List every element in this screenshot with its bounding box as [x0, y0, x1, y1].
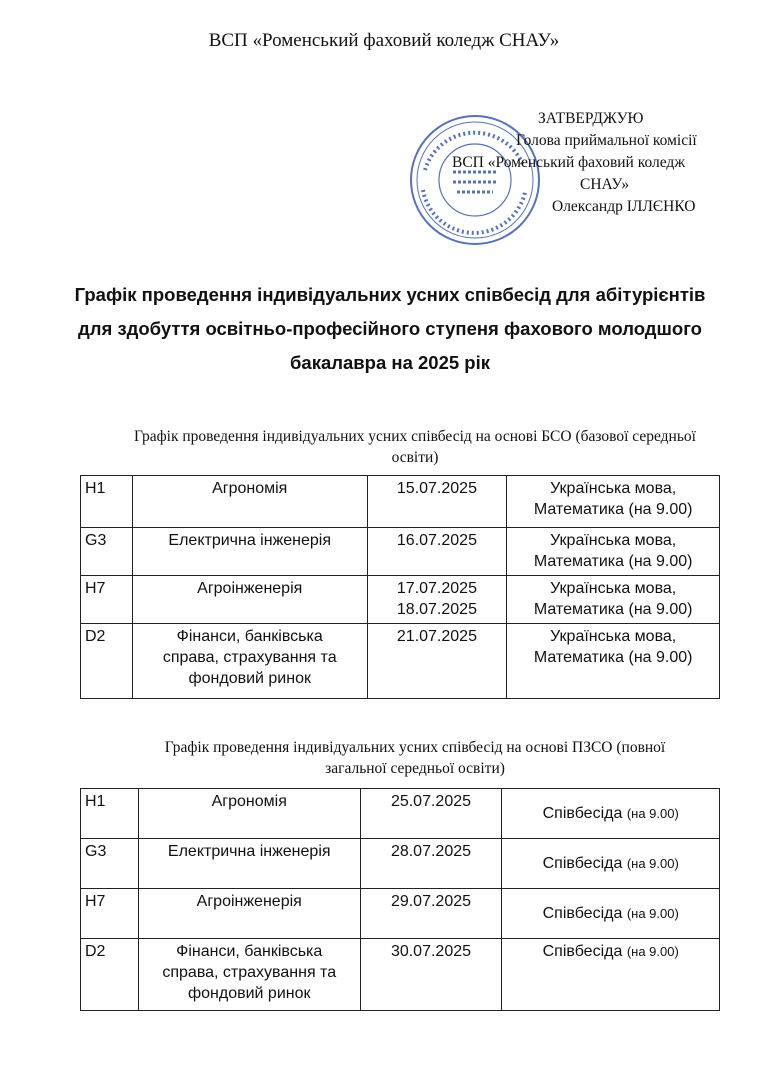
specialty-name: Агроінженерія — [132, 576, 367, 624]
subject-line-1: Українська мова, — [550, 532, 677, 549]
specialty-code: D2 — [81, 624, 133, 699]
interview-subjects — [507, 528, 720, 576]
section1-heading — [70, 426, 760, 468]
interview-date: 28.07.2025 — [360, 839, 502, 889]
section2-heading-line-1: Графік проведення індивідуальних усних співбесід на основі ПЗСО (повної — [164, 739, 666, 756]
specialty-line-3: фондовий ринок — [188, 670, 311, 687]
subject-line-2: Математика (на 9.00) — [533, 601, 693, 618]
interview-label: Співбесіда — [542, 943, 623, 960]
interview-type — [502, 839, 720, 889]
institution-header: ВСП «Роменський фаховий коледж СНАУ» — [208, 30, 560, 51]
interview-label: Співбесіда — [542, 855, 623, 872]
subject-line-2: Математика (на 9.00) — [533, 649, 693, 666]
specialty-code: D2 — [81, 939, 139, 1011]
title-line-1: Графік проведення індивідуальних усних співбесід для абітурієнтів — [74, 284, 706, 305]
specialty-code: G3 — [81, 528, 133, 576]
specialty-line-3: фондовий ринок — [187, 985, 311, 1002]
pzso-schedule-table — [80, 788, 720, 1011]
section1-heading-line-1: Графік проведення індивідуальних усних співбесід на основі БСО (базової середньої — [134, 428, 696, 445]
document-title — [60, 278, 720, 380]
interview-type — [502, 789, 720, 839]
subject-line-1: Українська мова, — [550, 628, 677, 645]
interview-subjects — [507, 476, 720, 528]
approval-line-3: ВСП «Роменський фаховий коледж — [452, 154, 686, 171]
interview-subjects — [507, 624, 720, 699]
specialty-line-1: Фінанси, банківська — [176, 943, 323, 960]
specialty-name — [138, 939, 360, 1011]
interview-type — [502, 889, 720, 939]
interview-date: 18.07.2025 — [396, 601, 477, 618]
section2-heading-line-2: загальної середньої освіти) — [325, 760, 505, 777]
interview-dates — [367, 576, 507, 624]
interview-date: 25.07.2025 — [360, 789, 502, 839]
approval-line-4: СНАУ» — [580, 176, 630, 193]
specialty-code: H1 — [81, 789, 139, 839]
interview-date: 21.07.2025 — [367, 624, 507, 699]
approval-block — [430, 108, 750, 218]
approval-line-1: ЗАТВЕРДЖУЮ — [538, 110, 644, 127]
interview-time: (на 9.00) — [626, 944, 679, 959]
specialty-code: H7 — [81, 576, 133, 624]
interview-date: 16.07.2025 — [367, 528, 507, 576]
interview-time: (на 9.00) — [626, 906, 679, 921]
specialty-code: H7 — [81, 889, 139, 939]
interview-date: 15.07.2025 — [367, 476, 507, 528]
specialty-line-2: справа, страхування та — [162, 649, 337, 666]
specialty-name: Агроінженерія — [138, 889, 360, 939]
table-row — [81, 624, 720, 699]
subject-line-2: Математика (на 9.00) — [533, 553, 693, 570]
interview-label: Співбесіда — [542, 805, 623, 822]
interview-label: Співбесіда — [542, 905, 623, 922]
table-row — [81, 939, 720, 1011]
interview-time: (на 9.00) — [626, 856, 679, 871]
bso-schedule-table — [80, 475, 720, 699]
title-line-3: бакалавра на 2025 рік — [289, 352, 490, 373]
table-row — [81, 576, 720, 624]
specialty-name: Електрична інженерія — [132, 528, 367, 576]
table-row — [81, 476, 720, 528]
section1-heading-line-2: освіти) — [391, 449, 439, 466]
table-row — [81, 528, 720, 576]
table-row — [81, 789, 720, 839]
subject-line-1: Українська мова, — [550, 480, 677, 497]
interview-subjects — [507, 576, 720, 624]
specialty-name: Агрономія — [138, 789, 360, 839]
table-row — [81, 889, 720, 939]
table-row — [81, 839, 720, 889]
specialty-name: Електрична інженерія — [138, 839, 360, 889]
subject-line-1: Українська мова, — [550, 580, 677, 597]
specialty-line-1: Фінанси, банківська — [176, 628, 323, 645]
approval-line-5: Олександр ІЛЛЄНКО — [552, 198, 696, 215]
specialty-name — [132, 624, 367, 699]
interview-time: (на 9.00) — [626, 806, 679, 821]
interview-date: 29.07.2025 — [360, 889, 502, 939]
specialty-line-2: справа, страхування та — [162, 964, 337, 981]
interview-type — [502, 939, 720, 1011]
specialty-code: H1 — [81, 476, 133, 528]
specialty-name: Агрономія — [132, 476, 367, 528]
interview-date: 30.07.2025 — [360, 939, 502, 1011]
interview-date: 17.07.2025 — [396, 580, 477, 597]
approval-line-2: Голова приймальної комісії — [516, 132, 697, 149]
title-line-2: для здобуття освітньо-професійного ступеня фахового молодшого — [78, 318, 702, 339]
subject-line-2: Математика (на 9.00) — [533, 501, 693, 518]
specialty-code: G3 — [81, 839, 139, 889]
section2-heading — [60, 737, 768, 779]
